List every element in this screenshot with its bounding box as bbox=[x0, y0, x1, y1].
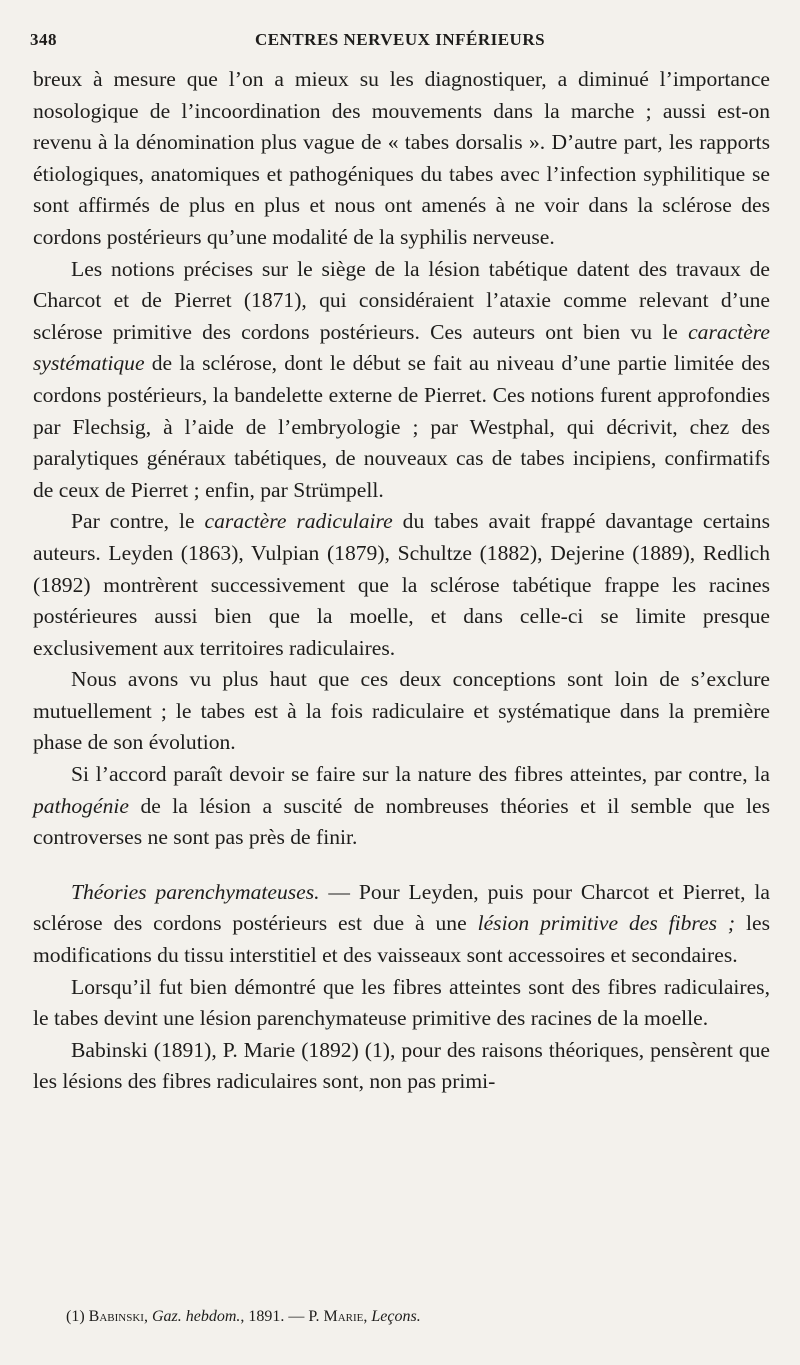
italic-text: caractère systématique bbox=[33, 319, 770, 376]
text-run: — Pour Leyden, puis pour Charcot et Pierret, la sclérose des cordons postérieurs est due à une bbox=[33, 879, 770, 936]
italic-text: lésion primitive des fibres ; bbox=[477, 911, 736, 936]
paragraph bbox=[33, 1035, 770, 1098]
text-run: Lorsqu’il fut bien démontré que les fibres atteintes sont des fibres radiculaires, le tabes devint une lésion parenchymateuse primitive des racines de la moelle. bbox=[33, 974, 770, 1031]
text-run: Nous avons vu plus haut que ces deux conceptions sont loin de s’exclure mutuellement ; le tabes est à la fois radiculaire et systématique dans la première phase de son évolution. bbox=[33, 667, 770, 755]
running-head bbox=[30, 30, 770, 56]
text-run: de la lésion a suscité de nombreuses théories et il semble que les controverses ne sont pas près de finir. bbox=[33, 793, 770, 850]
paragraph bbox=[33, 877, 770, 972]
text-run: Par contre, le bbox=[71, 509, 205, 534]
footnote-source-1: Gaz. hebdom. bbox=[151, 1308, 241, 1325]
footnote-author-1: Babinski, bbox=[88, 1308, 148, 1325]
footnote-source-2: Leçons. bbox=[371, 1308, 421, 1325]
page-number: 348 bbox=[30, 30, 57, 49]
paragraph bbox=[33, 506, 770, 664]
paragraph bbox=[33, 64, 770, 254]
text-run: breux à mesure que l’on a mieux su les diagnostiquer, a diminué l’importance nosologique de l’incoordination des mouvements dans la marche ; aussi est-on revenu à la dénomination plus vague de « tabes dorsalis ». D’autre part, les rapports étiologiques, anatomiques et pathogéniques du tabes avec l’infection syphilitique se sont affirmés de plus en plus et nous ont amenés à ne voir dans la sclérose des cordons postérieurs qu’une modalité de la syphilis nerveuse. bbox=[33, 67, 770, 249]
italic-text: pathogénie bbox=[33, 793, 129, 818]
paragraph bbox=[33, 759, 770, 854]
running-title: CENTRES NERVEUX INFÉRIEURS bbox=[254, 30, 546, 49]
text-run: de la sclérose, dont le début se fait au niveau d’une partie limitée des cordons postérieurs, la bandelette externe de Pierret. Ces notions furent approfondies par Flechsig, à l’aide de l’embryologie ; par Westphal, qui décrivit, chez des paralytiques généraux tabétiques, de nouveaux cas de tabes incipiens, confirmatifs de ceux de Pierret ; enfin, par Strümpell. bbox=[33, 351, 770, 502]
footnote bbox=[66, 1305, 760, 1329]
italic-text: Théories parenchymateuses. bbox=[71, 879, 320, 904]
paragraph bbox=[33, 254, 770, 507]
body-text bbox=[33, 64, 770, 1098]
paragraph bbox=[33, 664, 770, 759]
text-run: Si l’accord paraît devoir se faire sur la nature des fibres atteintes, par contre, la bbox=[71, 762, 770, 787]
paragraph bbox=[33, 972, 770, 1035]
text-run: Les notions précises sur le siège de la lésion tabétique datent des travaux de Charcot et de Pierret (1871), qui considéraient l’ataxie comme relevant d’une sclérose primitive des cordons postérieurs. Ces auteurs ont bien vu le bbox=[33, 256, 770, 344]
footnote-author-2: P. Marie, bbox=[308, 1308, 368, 1325]
italic-text: caractère radiculaire bbox=[204, 509, 393, 534]
text-run: du tabes avait frappé davantage certains auteurs. Leyden (1863), Vulpian (1879), Schultze (1882), Dejerine (1889), Redlich (1892) montrèrent successivement que la sclérose tabétique frappe les racines postérieures aussi bien que la moelle, et dans celle-ci se limite presque exclusivement aux territoires radiculaires. bbox=[33, 509, 770, 660]
text-run: les modifications du tissu interstitiel et des vaisseaux sont accessoires et secondaires. bbox=[33, 911, 770, 968]
footnote-year-1: , 1891. — bbox=[240, 1308, 309, 1325]
footnote-marker: (1) bbox=[66, 1308, 85, 1325]
text-run: Babinski (1891), P. Marie (1892) (1), pour des raisons théoriques, pensèrent que les lésions des fibres radiculaires sont, non pas primi- bbox=[33, 1037, 770, 1094]
